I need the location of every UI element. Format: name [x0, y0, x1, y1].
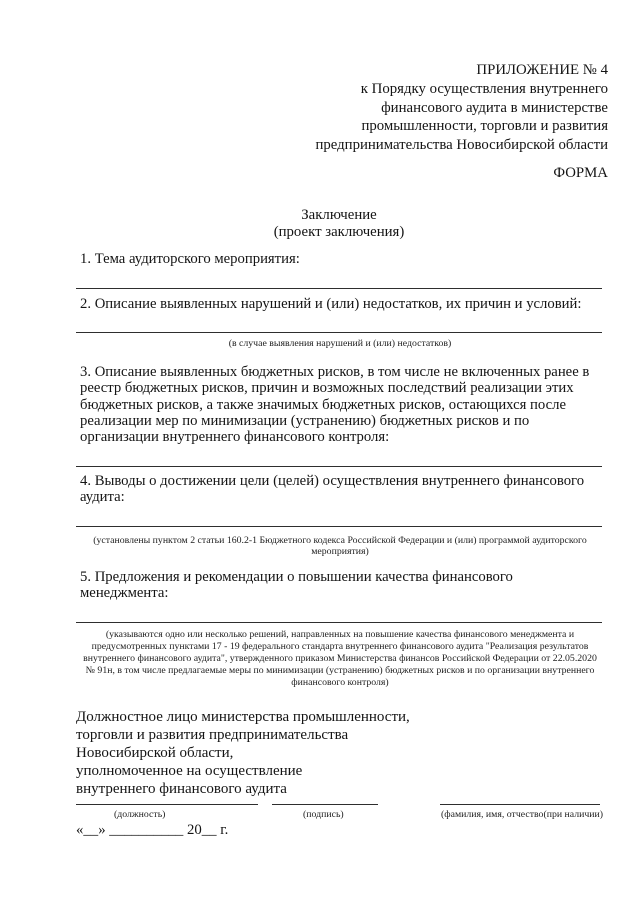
note-line: (установлены пунктом 2 статьи 160.2-1 Бюджетного кодекса Российской Федерации и (или) программой аудиторского: [93, 534, 587, 546]
official-title: [76, 708, 410, 798]
position-line: [76, 804, 258, 805]
fill-line-recommendations: [76, 622, 602, 623]
section-heading-line: реестр бюджетных рисков, причин и возможных последствий реализации этих: [80, 380, 574, 397]
note-line: (в случае выявления нарушений и (или) недостатков): [228, 338, 452, 349]
date-line: «__» __________ 20__ г.: [76, 822, 229, 838]
fill-line-violations: [76, 332, 602, 333]
signature-caption: (подпись): [303, 809, 344, 820]
official-line: Новосибирской области,: [76, 745, 234, 761]
fill-line-budget-risks: [76, 466, 602, 467]
note-line: финансового контроля): [291, 677, 389, 688]
appendix-line: к Порядку осуществления внутреннего: [360, 80, 608, 97]
section-heading-line: 1. Тема аудиторского мероприятия:: [80, 251, 300, 267]
section-heading-line: 5. Предложения и рекомендации о повышении качества финансового: [80, 569, 513, 585]
appendix-number: ПРИЛОЖЕНИЕ № 4: [476, 62, 608, 78]
section-5-note: [40, 629, 640, 689]
form-label: ФОРМА: [553, 165, 608, 181]
full-name-line: [440, 804, 600, 805]
fill-line-conclusions: [76, 526, 602, 527]
official-line: торговли и развития предпринимательства: [76, 727, 349, 743]
section-heading-line: организации внутреннего финансового контроля:: [80, 429, 390, 446]
section-heading-line: 3. Описание выявленных бюджетных рисков, в том числе не включенных ранее в: [80, 364, 590, 380]
section-heading-line: 2. Описание выявленных нарушений и (или) недостатков, их причин и условий:: [80, 296, 582, 312]
note-line: мероприятия): [311, 546, 369, 557]
section-heading-line: бюджетных рисков, а также значимых бюджетных рисков, остающихся после: [80, 396, 566, 413]
section-3-heading: [80, 364, 589, 445]
appendix-line: промышленности, торговли и развития: [361, 118, 608, 135]
section-5-heading: [80, 569, 513, 602]
note-line: № 91н, в том числе предлагаемые меры по минимизации (устранению) бюджетных рисков и по организации внутреннего: [85, 665, 595, 676]
appendix-line: финансового аудита в министерстве: [381, 99, 608, 116]
document-title: Заключение: [301, 207, 377, 223]
appendix-line: предпринимательства Новосибирской области: [315, 137, 608, 154]
section-2-heading: [80, 296, 581, 312]
full-name-caption: (фамилия, имя, отчество(при наличии): [441, 809, 604, 820]
signature-line: [272, 804, 378, 805]
fill-line-topic: [76, 288, 602, 289]
official-line: внутреннего финансового аудита: [76, 781, 287, 797]
note-line: предусмотренных пунктами 17 - 19 федерального стандарта внутреннего финансового аудита "Реализация результатов: [91, 641, 589, 652]
document-subtitle: (проект заключения): [273, 224, 405, 240]
official-line: Должностное лицо министерства промышленности,: [76, 709, 410, 725]
section-1-heading: [80, 251, 300, 267]
section-heading-line: реализации мер по минимизации (устранению) бюджетных рисков и по: [80, 412, 530, 429]
section-heading-line: менеджмента:: [80, 585, 169, 602]
section-2-note: [40, 338, 640, 350]
section-heading-line: аудита:: [80, 489, 125, 506]
appendix-header: [315, 61, 608, 155]
note-line: (указываются одно или несколько решений, направленных на повышение качества финансового менеджмента и: [105, 629, 575, 640]
note-line: внутреннего финансового аудита", утвержденного приказом Министерства финансов Российской Федерации от 22.05.2020: [83, 653, 597, 664]
section-4-heading: [80, 473, 584, 506]
section-heading-line: 4. Выводы о достижении цели (целей) осуществления внутреннего финансового: [80, 473, 585, 489]
section-4-note: [40, 535, 640, 558]
official-line: уполномоченное на осуществление: [76, 763, 303, 779]
position-caption: (должность): [114, 809, 166, 820]
